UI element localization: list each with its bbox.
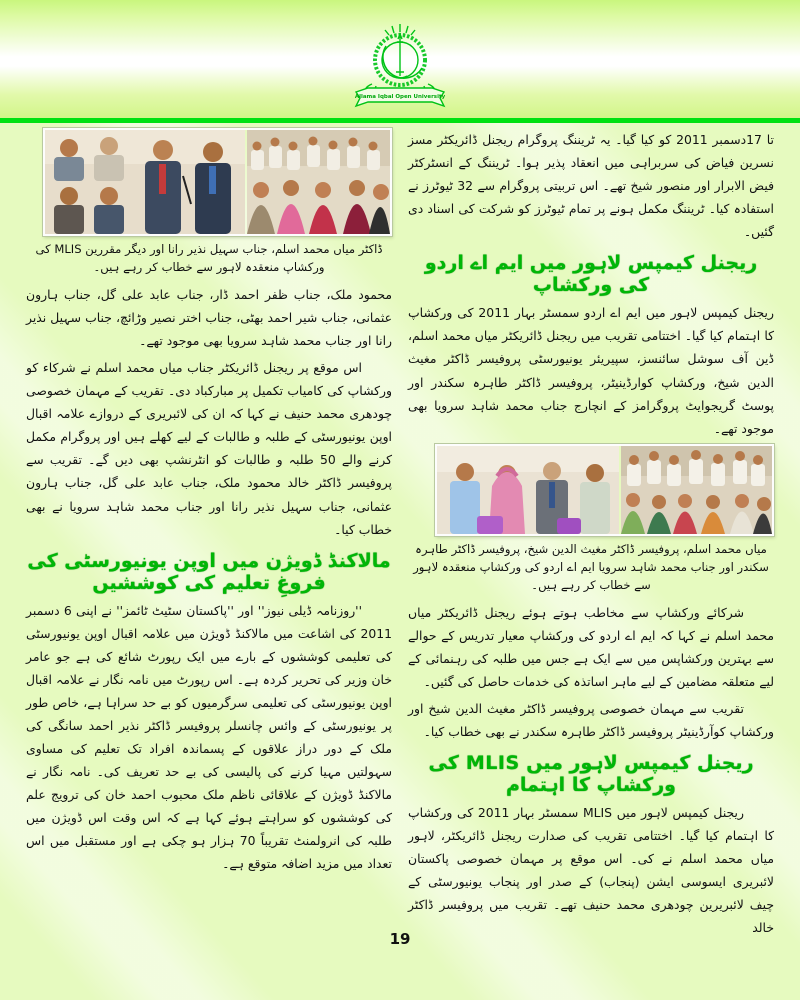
- tutor-training-continuation-paragraph: تا 17دسمبر 2011 کو کیا گیا۔ یہ ٹریننگ پروگرام ریجنل ڈائریکٹر مسز نسرین فیاض کی سربراہی میں انعقاد پذیر ہوا۔ ٹریننگ کے انسٹرکٹر فیض الابرار اور منصور شیخ تھے۔ اس تربیتی پروگرام سے 32 ٹیوٹرز نے استفادہ کیا۔ ٹریننگ مکمل ہونے پر تمام ٹیوٹرز کو شرکت کی اسناد دی گئیں۔: [408, 132, 775, 240]
- section-heading-malakand-division: مالاکنڈ ڈویژن میں اوپن یونیورسٹی کی فروغِ تعلیم کی کوششیں: [27, 549, 391, 594]
- attendees-list-paragraph: محمود ملک، جناب ظفر احمد ڈار، جناب عابد علی گل، جناب ہارون عثمانی، جناب شیر احمد بھٹی، جناب اختر نصیر وڑائچ، جناب سہیل نذیر رانا اور جناب محمد شاہد سرویا بھی موجود تھے۔: [26, 286, 392, 349]
- emblem-banner-text: Allama Iqbal Open University: [354, 94, 446, 100]
- content-area: [26, 128, 774, 943]
- mlis-workshop-figure: [26, 128, 392, 277]
- section-heading-ma-urdu-workshop: ریجنل کیمپس لاہور میں ایم اے اردو کی ورکشاپ: [424, 252, 758, 297]
- mlis-workshop-paragraph: ریجنل کیمپس لاہور میں MLIS سمسٹر بہار 2011 کی ورکشاپ کا اہتمام کیا گیا۔ اختتامی تقریب کی صدارت ریجنل ڈائریکٹر، لاہور میاں محمد اسلم نے کی۔ اس موقع پر مہمان خصوصی پاکستان لائبریری ایسوسی ایشن (پنجاب) کے صدر اور پنجاب یونیورسٹی کے چیف لائبریرین چودھری محمد حنیف تھے۔ تقریب میں پروفیسر ڈاکٹر خالد: [408, 804, 774, 936]
- guest-speakers-paragraph: تقریب سے مہمان خصوصی پروفیسر ڈاکٹر مغیث الدین شیخ اور ورکشاپ کوآرڈینیٹر پروفیسر ڈاکٹر طاہرہ سکندر نے بھی خطاب کیا۔: [408, 700, 774, 739]
- university-emblem-icon: [348, 22, 452, 114]
- masthead-band: [0, 0, 800, 123]
- mlis-workshop-photo: [43, 128, 392, 236]
- mlis-photo-caption: ڈاکٹر میاں محمد اسلم، جناب سہیل نذیر رانا اور دیگر مقررین MLIS کی ورکشاپ منعقدہ لاہور سے خطاب کر رہے ہیں۔: [35, 242, 383, 274]
- malakand-report-paragraph: ''روزنامہ ڈیلی نیوز'' اور ''پاکستان سٹیٹ ٹائمز'' نے اپنی 6 دسمبر 2011 کی اشاعت میں مالاکنڈ ڈویژن میں علامہ اقبال اوپن یونیورسٹی کی تعلیمی کوششوں کے بارے میں ایک رپورٹ شائع کی ہے جو عامر خان وزیر کی تحریر کردہ ہے۔ اس رپورٹ میں نامہ نگار نے علامہ اقبال اوپن یونیورسٹی کی تعلیمی سرگرمیوں کو بے حد سراہا ہے، خاص طور پر یونیورسٹی کے وائس چانسلر پروفیسر ڈاکٹر نذیر احمد سانگی کی ملک کے دور دراز علاقوں کے پسماندہ افراد تک تعلیم کی مساوی سہولتیں مہیا کرنے کی پالیسی کی بے حد تعریف کی۔ نامہ نگار نے مالاکنڈ ڈویژن کے علاقائی ناظم ملک محبوب احمد خان کی ترویج علم کی کوششوں کو سراہتے ہوئے کہا ہے کہ اس وقت اس ڈویژن میں طلبہ کی انرولمنٹ تقریباً 70 ہزار ہو چکی ہے اور مستقبل میں اس تعداد میں مزید اضافہ متوقع ہے۔: [26, 602, 392, 872]
- ma-urdu-workshop-photo: [435, 444, 774, 536]
- ma-urdu-workshop-figure: [408, 444, 774, 595]
- ma-urdu-photo-caption: میاں محمد اسلم، پروفیسر ڈاکٹر مغیث الدین شیخ، پروفیسر ڈاکٹر طاہرہ سکندر اور جناب محمد شاہد سرویا ایم اے اردو کی ورکشاپ منعقدہ لاہور سے خطاب کر رہے ہیں۔: [413, 541, 769, 592]
- aiou-logo: [348, 22, 452, 118]
- congratulations-paragraph: اس موقع پر ریجنل ڈائریکٹر جناب میاں محمد اسلم نے شرکاء کو ورکشاپ کی کامیاب تکمیل پر مبارکباد دی۔ تقریب کے مہمان خصوصی چودھری محمد حنیف نے کہا کہ ان کی لائبریری کے دروازے علامہ اقبال اوپن یونیورسٹی کے طلبہ و طالبات کے لیے کھلے ہیں اور پروگرام مکمل کرنے والے 50 طلبہ و طالبات کو انٹرنشپ بھی دیں گے۔ تقریب سے پروفیسر ڈاکٹر خالد محمود ملک، جناب عابد علی گل، جناب ہارون عثمانی، جناب سہیل نذیر رانا اور جناب محمد شاہد سرویا نے بھی خطاب کیا۔: [26, 360, 392, 537]
- column-right: [408, 128, 774, 943]
- column-left: [26, 128, 392, 943]
- ma-urdu-workshop-paragraph: ریجنل کیمپس لاہور میں ایم اے اردو سمسٹر بہار 2011 کی ورکشاپ کا اہتمام کیا گیا۔ اختتامی تقریب میں ریجنل ڈائریکٹر میاں محمد اسلم، ڈین آف سوشل سائنسز، سپیریئر یونیورسٹی پروفیسر ڈاکٹر مغیث الدین شیخ، ورکشاپ کوارڈینیٹر، پروفیسر ڈاکٹر طاہرہ سکندر اور پوسٹ گریجوایٹ پروگرامز کے انچارج جناب محمد شاہد سرویا بھی موجود تھے۔: [408, 305, 774, 436]
- page-number: 19: [389, 930, 411, 948]
- director-address-paragraph: شرکائے ورکشاپ سے مخاطب ہوتے ہوئے ریجنل ڈائریکٹر میاں محمد اسلم نے کہا کہ ایم اے اردو کی ورکشاپ معیار تدریس کے حوالے سے بہترین ورکشاپس میں سے ایک ہے جس میں طلبہ کی رہنمائی کے لیے متعلقہ مضامین کے لیے ماہر اساتذہ کی خدمات حاصل کی گئیں۔: [408, 604, 774, 689]
- section-heading-mlis-workshop: ریجنل کیمپس لاہور میں MLIS کی ورکشاپ کا اہتمام: [428, 751, 754, 796]
